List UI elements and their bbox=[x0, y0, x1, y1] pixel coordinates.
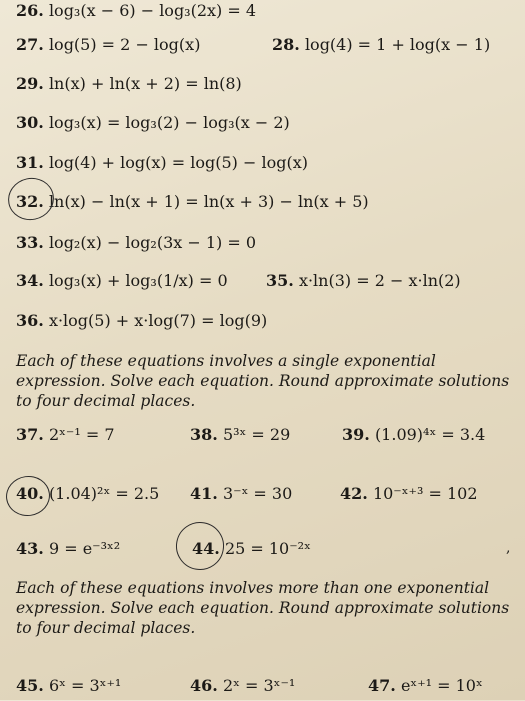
problem-number: 43. bbox=[16, 539, 44, 558]
problem-number: 42. bbox=[340, 484, 368, 503]
equation: 2ˣ⁻¹ = 7 bbox=[48, 425, 115, 444]
problem-number: 26. bbox=[16, 1, 44, 20]
problem-number: 40. bbox=[16, 484, 44, 503]
problem-number: 33. bbox=[16, 233, 44, 252]
equation: 6ˣ = 3ˣ⁺¹ bbox=[48, 676, 122, 695]
problem-row bbox=[0, 148, 525, 178]
equation: ln(x) + ln(x + 2) = ln(8) bbox=[48, 74, 242, 93]
equation: x·log(5) + x·log(7) = log(9) bbox=[48, 311, 268, 330]
problem-29 bbox=[16, 69, 242, 99]
problem-row bbox=[0, 108, 525, 138]
equation: log(4) + log(x) = log(5) − log(x) bbox=[48, 153, 308, 172]
equation: log₃(x − 6) − log₃(2x) = 4 bbox=[48, 1, 257, 20]
problem-35 bbox=[266, 266, 461, 296]
problem-number: 28. bbox=[272, 35, 300, 54]
equation: 3⁻ˣ = 30 bbox=[222, 484, 293, 503]
problem-number: 38. bbox=[190, 425, 218, 444]
equation: log₃(x) + log₃(1/x) = 0 bbox=[48, 271, 228, 290]
problem-number: 29. bbox=[16, 74, 44, 93]
problem-43 bbox=[16, 534, 120, 564]
problem-31 bbox=[16, 148, 308, 178]
instruction-multiple-exponential: Each of these equations involves more than one exponential expression. Solve each equation. Round approximate solutions to four decimal places. bbox=[16, 579, 510, 637]
equation: eˣ⁺¹ = 10ˣ bbox=[400, 676, 483, 695]
problem-number: 35. bbox=[266, 271, 294, 290]
problem-row bbox=[0, 534, 525, 564]
problem-number: 34. bbox=[16, 271, 44, 290]
problem-number: 37. bbox=[16, 425, 44, 444]
equation: log₂(x) − log₂(3x − 1) = 0 bbox=[48, 233, 257, 252]
problem-row bbox=[0, 228, 525, 258]
problem-30 bbox=[16, 108, 290, 138]
equation: log(5) = 2 − log(x) bbox=[48, 35, 201, 54]
problem-27 bbox=[16, 30, 200, 60]
equation: ln(x) − ln(x + 1) = ln(x + 3) − ln(x + 5) bbox=[48, 192, 369, 211]
problem-33 bbox=[16, 228, 256, 258]
equation: 9 = e⁻³ˣ² bbox=[48, 539, 121, 558]
equation: log(4) = 1 + log(x − 1) bbox=[304, 35, 491, 54]
problem-number: 30. bbox=[16, 113, 44, 132]
instruction-single-exponential: Each of these equations involves a single exponential expression. Solve each equation. Round approximate solutions to four decimal places. bbox=[16, 352, 510, 410]
equation: 2ˣ = 3ˣ⁻¹ bbox=[222, 676, 296, 695]
problem-row bbox=[0, 187, 525, 217]
problem-row bbox=[0, 306, 525, 336]
problem-36 bbox=[16, 306, 267, 336]
equation: 5³ˣ = 29 bbox=[222, 425, 291, 444]
problem-number: 36. bbox=[16, 311, 44, 330]
problem-41 bbox=[190, 479, 292, 509]
equation: log₃(x) = log₃(2) − log₃(x − 2) bbox=[48, 113, 290, 132]
problem-32 bbox=[16, 187, 369, 217]
problem-46 bbox=[190, 671, 295, 701]
problem-number: 31. bbox=[16, 153, 44, 172]
equation: (1.09)⁴ˣ = 3.4 bbox=[374, 425, 486, 444]
problem-row bbox=[0, 30, 525, 60]
problem-number: 47. bbox=[368, 676, 396, 695]
equation: 10⁻ˣ⁺³ = 102 bbox=[372, 484, 478, 503]
problem-row bbox=[0, 69, 525, 99]
problem-26 bbox=[16, 0, 256, 26]
problem-row bbox=[0, 671, 525, 701]
problem-number: 45. bbox=[16, 676, 44, 695]
problem-row bbox=[0, 420, 525, 450]
problem-row bbox=[0, 266, 525, 296]
stray-pen-mark: , bbox=[506, 540, 511, 556]
problem-28 bbox=[272, 30, 490, 60]
problem-row bbox=[0, 0, 525, 26]
equation: x·ln(3) = 2 − x·ln(2) bbox=[298, 271, 461, 290]
problem-number: 46. bbox=[190, 676, 218, 695]
equation: 25 = 10⁻²ˣ bbox=[224, 539, 311, 558]
problem-47 bbox=[368, 671, 483, 701]
problem-45 bbox=[16, 671, 121, 701]
problem-row bbox=[0, 479, 525, 509]
problem-number: 41. bbox=[190, 484, 218, 503]
problem-number: 27. bbox=[16, 35, 44, 54]
problem-42 bbox=[340, 479, 478, 509]
equation: (1.04)²ˣ = 2.5 bbox=[48, 484, 160, 503]
problem-40 bbox=[16, 479, 159, 509]
problem-number: 39. bbox=[342, 425, 370, 444]
problem-39 bbox=[342, 420, 485, 450]
problem-34 bbox=[16, 266, 228, 296]
problem-number: 32. bbox=[16, 192, 44, 211]
problem-37 bbox=[16, 420, 115, 450]
problem-number: 44. bbox=[192, 539, 220, 558]
problem-44 bbox=[192, 534, 311, 564]
problem-38 bbox=[190, 420, 290, 450]
